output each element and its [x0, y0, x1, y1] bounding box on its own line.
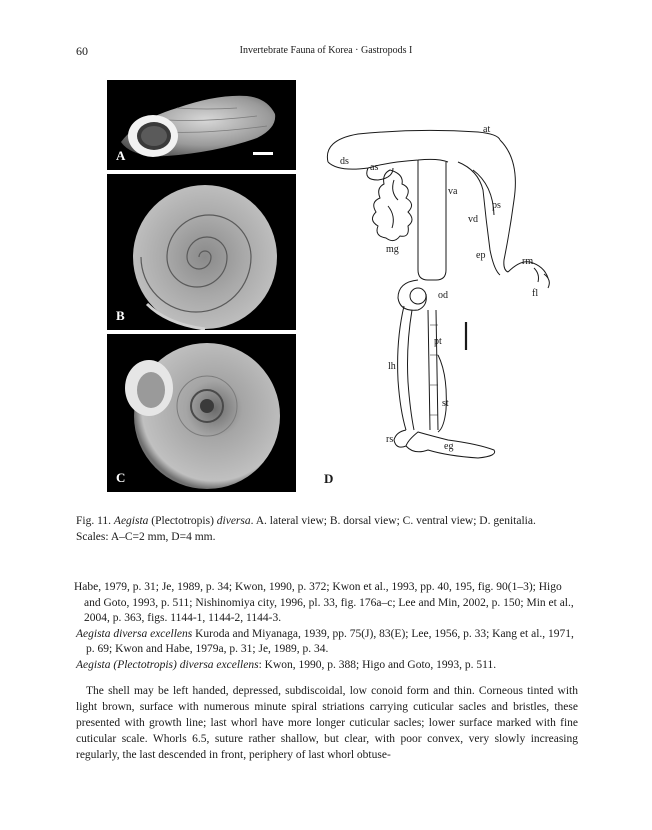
label-pt: pt: [434, 336, 442, 347]
synonymy-taxon: Aegista diversa excellens: [76, 627, 193, 640]
label-od: od: [438, 290, 448, 301]
caption-genus: Aegista: [113, 515, 149, 527]
synonymy-text: Kuroda and Miyanaga, 1939, pp. 75(J), 83(E); Lee, 1956, p. 33; Kang et al., 1971, p. 69; Kwon and Habe, 1979a, p. 31; Je, 1989, p. 34.: [86, 627, 574, 655]
synonymy-text: : Kwon, 1990, p. 388; Higo and Goto, 1993, p. 511.: [258, 658, 497, 671]
synonymy-entry: [76, 627, 578, 658]
shell-dorsal-image: [107, 174, 296, 330]
synonymy-entry: [76, 580, 578, 627]
synonymy-list: [76, 580, 578, 673]
panel-letter-a: A: [116, 148, 126, 163]
shell-lateral-image: [107, 80, 296, 170]
synonymy-entry: [76, 658, 578, 674]
figure-caption: [76, 514, 578, 545]
label-rs: rs: [386, 434, 394, 445]
caption-description: . A. lateral view; B. dorsal view; C. ventral view; D. genitalia.: [250, 515, 536, 527]
photo-dorsal-view: [107, 174, 296, 330]
label-eg: eg: [444, 441, 454, 452]
label-ep: ep: [476, 250, 486, 261]
photo-lateral-view: [107, 80, 296, 170]
caption-species: diversa: [216, 515, 251, 527]
label-st: st: [442, 398, 449, 409]
shell-ventral-image: [107, 334, 296, 492]
label-rm: rm: [522, 256, 534, 267]
panel-letter-d: D: [324, 471, 334, 486]
panel-letter-b: B: [116, 308, 125, 323]
label-vd: vd: [468, 214, 478, 225]
caption-scales: Scales: A–C=2 mm, D=4 mm.: [76, 530, 216, 543]
page-number: 60: [76, 44, 88, 58]
scale-bar: [253, 152, 273, 155]
photo-ventral-view: [107, 334, 296, 492]
synonymy-text: Habe, 1979, p. 31; Je, 1989, p. 34; Kwon, 1990, p. 372; Kwon et al., 1993, pp. 40, 195, fig. 90(1–3); Higo and Goto, 1993, p. 511; Nishinomiya city, 1996, pl. 33, fig. 176a–c; Lee and Min, 2002, p. 150; Min et al., 2004, p. 363, figs. 1144-1, 1144-2, 1144-3.: [74, 581, 574, 624]
label-as: as: [370, 162, 379, 173]
label-va: va: [448, 186, 458, 197]
genitalia-diagram: [308, 110, 578, 490]
caption-subgenus: (Plectotropis): [151, 515, 214, 527]
synonymy-taxon: Aegista (Plectotropis) diversa excellens: [76, 658, 259, 671]
caption-lead: Fig. 11.: [76, 515, 112, 527]
panel-letter-c: C: [116, 470, 126, 485]
label-mg: mg: [386, 244, 399, 255]
label-ds: ds: [340, 156, 349, 167]
label-ps: ps: [492, 200, 501, 211]
label-at: at: [483, 124, 491, 135]
label-lh: lh: [388, 361, 396, 372]
description-paragraph: The shell may be left handed, depressed, subdiscoidal, low conoid form and thin. Corneous tinted with light brown, surface with numerous minute spiral striations carrying cuticular sacles and bristles, these presented with growth line; last whorl have more longer cuticular sacles; lower surface marked with fine cuticular scale. Whorls 6.5, suture rather shallow, but clear, with poor convex, very slowly increasing regularly, the last descended in front, periphery of last whorl obtuse-: [76, 685, 578, 761]
running-head: Invertebrate Fauna of Korea · Gastropods I: [239, 45, 413, 56]
label-fl: fl: [532, 288, 539, 299]
